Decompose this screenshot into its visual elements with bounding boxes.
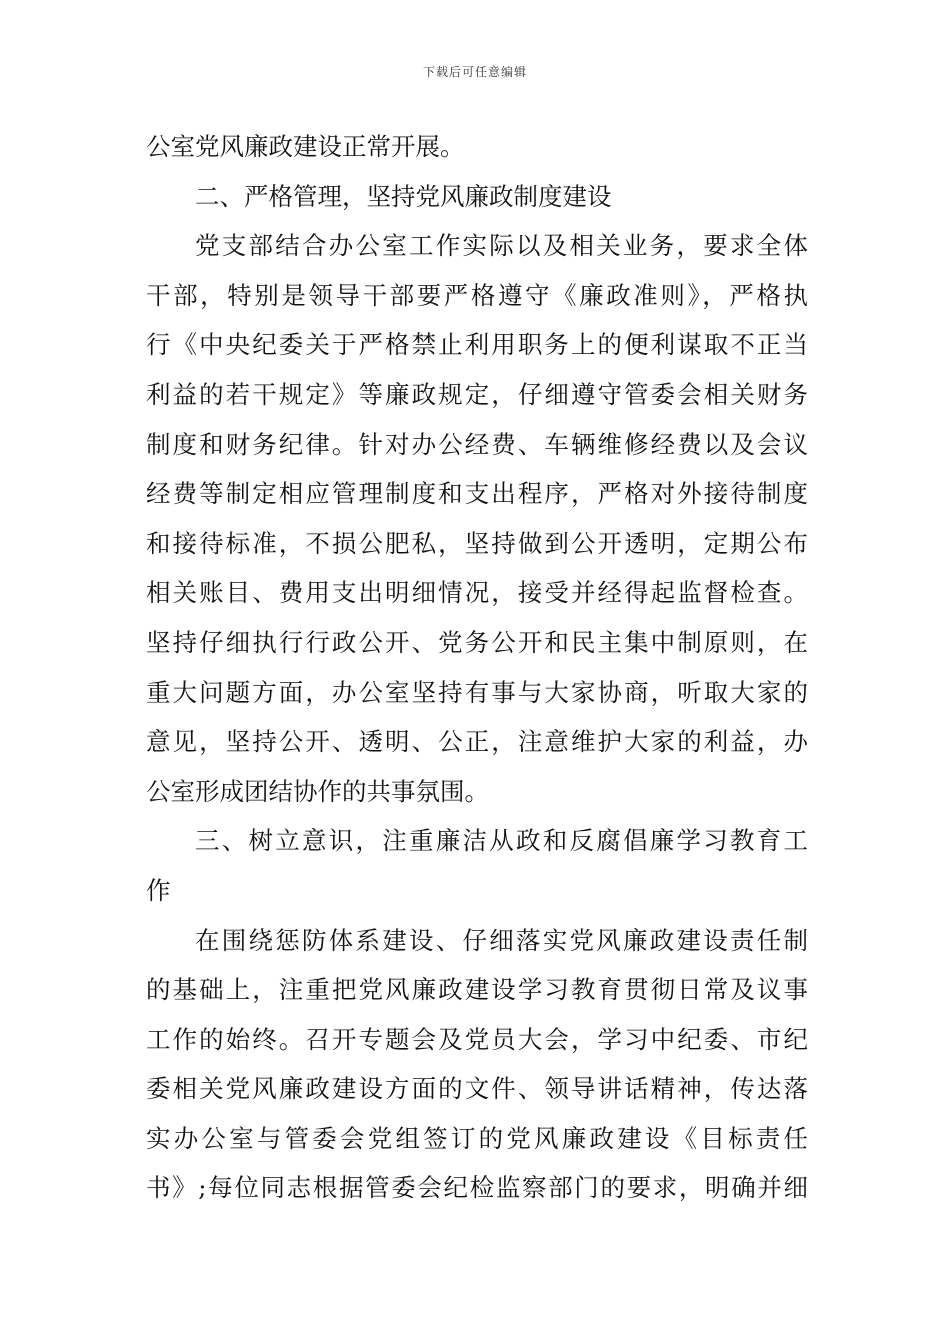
text-line: 的基础上，注重把党风廉政建设学习教育贯彻日常及议事	[146, 975, 808, 1005]
text-line: 制度和财务纪律。针对办公经费、车辆维修经费以及会议	[146, 429, 808, 459]
text-line: 书》;每位同志根据管委会纪检监察部门的要求，明确并细	[146, 1173, 808, 1203]
text-line: 干部，特别是领导干部要严格遵守《廉政准则》，严格执	[146, 280, 808, 310]
text-line: 公室党风廉政建设正常开展。	[146, 132, 465, 161]
page-header: 下载后可任意编辑	[422, 65, 527, 79]
text-line: 党支部结合办公室工作实际以及相关业务，要求全体	[195, 231, 808, 261]
text-line: 利益的若干规定》等廉政规定，仔细遵守管委会相关财务	[146, 379, 808, 409]
text-line: 坚持仔细执行行政公开、党务公开和民主集中制原则，在	[146, 627, 808, 657]
text-line: 实办公室与管委会党组签订的党风廉政建设《目标责任	[146, 1123, 808, 1153]
text-line: 相关账目、费用支出明细情况，接受并经得起监督检查。	[146, 578, 808, 608]
text-line: 行《中央纪委关于严格禁止利用职务上的便利谋取不正当	[146, 330, 808, 360]
text-line: 意见，坚持公开、透明、公正，注意维护大家的利益，办	[146, 727, 808, 757]
text-line: 公室形成团结协作的共事氛围。	[146, 776, 489, 806]
text-line: 二、严格管理，坚持党风廉政制度建设	[195, 181, 612, 211]
text-line: 重大问题方面，办公室坚持有事与大家协商，听取大家的	[146, 677, 808, 707]
text-line: 委相关党风廉政建设方面的文件、领导讲话精神，传达落	[146, 1074, 808, 1104]
text-line: 工作的始终。召开专题会及党员大会，学习中纪委、市纪	[146, 1024, 808, 1054]
text-line: 作	[146, 875, 171, 905]
text-line: 和接待标准，不损公肥私，坚持做到公开透明，定期公布	[146, 528, 808, 558]
document-body	[146, 122, 808, 1213]
text-line: 在围绕惩防体系建设、仔细落实党风廉政建设责任制	[195, 925, 808, 955]
text-line: 经费等制定相应管理制度和支出程序，严格对外接待制度	[146, 479, 808, 509]
text-line: 三、树立意识，注重廉洁从政和反腐倡廉学习教育工	[195, 826, 808, 856]
